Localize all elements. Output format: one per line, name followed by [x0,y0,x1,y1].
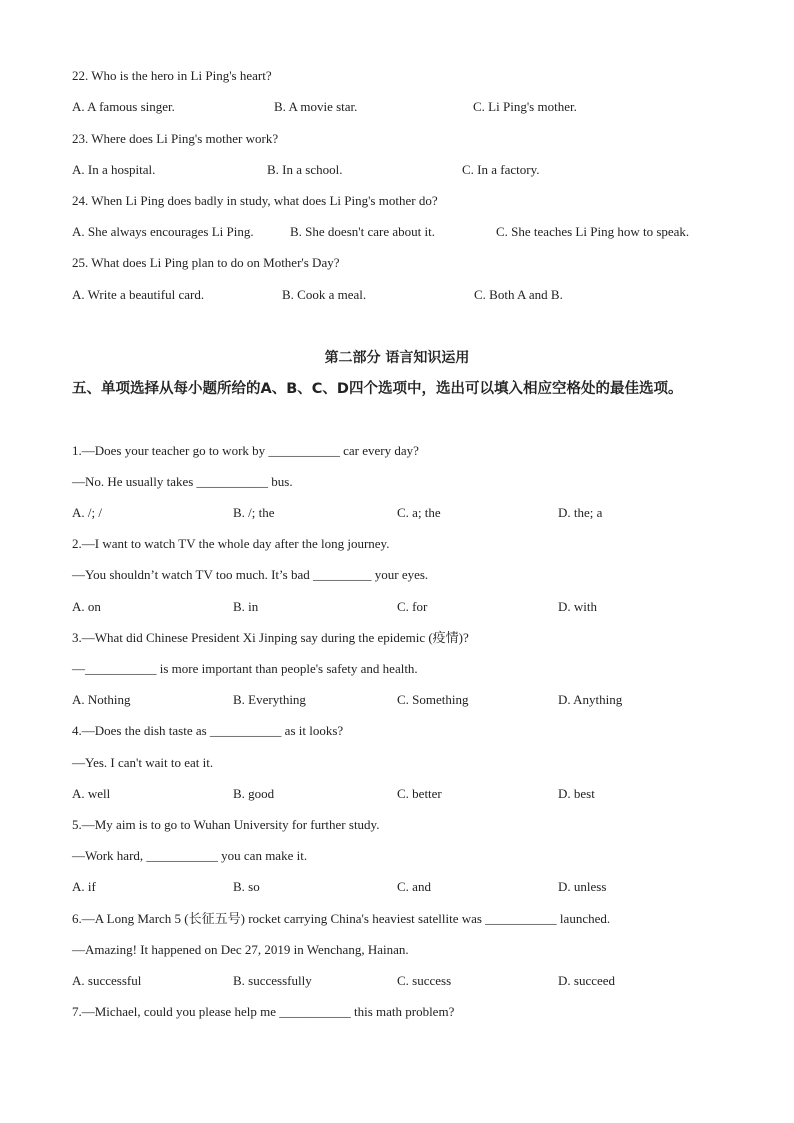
question-23-option-a: A. In a hospital. [72,162,156,177]
question-25-option-a: A. Write a beautiful card. [72,287,205,302]
mc-2-option-b: B. in [233,599,259,614]
mc-2-line-2: —You shouldn’t watch TV too much. It’s bad _________ your eyes. [72,567,429,582]
mc-1-option-a: A. /; / [72,505,102,520]
mc-5-line-1: 5.—My aim is to go to Wuhan University for further study. [72,817,380,832]
question-23-option-c: C. In a factory. [462,162,540,177]
mc-3-option-d: D. Anything [558,692,623,707]
mc-1-line-2: —No. He usually takes ___________ bus. [72,474,293,489]
question-23-stem: 23. Where does Li Ping's mother work? [72,131,279,146]
mc-2-option-c: C. for [397,599,428,614]
mc-6-line-2: —Amazing! It happened on Dec 27, 2019 in Wenchang, Hainan. [72,942,409,957]
mc-6-option-a: A. successful [72,973,142,988]
mc-3-line-2: —___________ is more important than people's safety and health. [72,661,418,676]
question-22-option-a: A. A famous singer. [72,99,175,114]
mc-5-option-c: C. and [397,879,431,894]
mc-3-option-b: B. Everything [233,692,306,707]
mc-4-line-1: 4.—Does the dish taste as ___________ as it looks? [72,723,344,738]
mc-1-line-1: 1.—Does your teacher go to work by ___________ car every day? [72,443,419,458]
mc-5-option-d: D. unless [558,879,607,894]
mc-4-option-b: B. good [233,786,275,801]
question-22-option-b: B. A movie star. [274,99,358,114]
mc-2-option-d: D. with [558,599,597,614]
question-23-option-b: B. In a school. [267,162,343,177]
mc-3-line-1: 3.—What did Chinese President Xi Jinping say during the epidemic (疫情)? [72,630,469,645]
mc-3-option-c: C. Something [397,692,469,707]
mc-2-option-a: A. on [72,599,101,614]
mc-6-option-d: D. succeed [558,973,616,988]
section-instruction: 五、单项选择从每小题所给的A、B、C、D四个选项中，选出可以填入相应空格处的最佳选项。 [72,381,683,397]
mc-4-line-2: —Yes. I can't wait to eat it. [72,755,214,770]
question-24-option-a: A. She always encourages Li Ping. [72,224,254,239]
mc-3-option-a: A. Nothing [72,692,131,707]
mc-5-option-b: B. so [233,879,260,894]
mc-5-line-2: —Work hard, ___________ you can make it. [72,848,308,863]
mc-1-option-b: B. /; the [233,505,275,520]
mc-4-option-d: D. best [558,786,595,801]
mc-6-option-c: C. success [397,973,452,988]
mc-6-option-b: B. successfully [233,973,312,988]
mc-4-option-c: C. better [397,786,442,801]
question-22-option-c: C. Li Ping's mother. [473,99,577,114]
mc-2-line-1: 2.—I want to watch TV the whole day after the long journey. [72,536,390,551]
question-24-stem: 24. When Li Ping does badly in study, what does Li Ping's mother do? [72,193,438,208]
mc-6-line-1: 6.—A Long March 5 (长征五号) rocket carrying China's heaviest satellite was ___________ launched. [72,911,611,926]
question-24-option-c: C. She teaches Li Ping how to speak. [496,224,690,239]
mc-5-option-a: A. if [72,879,96,894]
question-22-stem: 22. Who is the hero in Li Ping's heart? [72,68,272,83]
mc-1-option-c: C. a; the [397,505,441,520]
question-25-option-c: C. Both A and B. [474,287,563,302]
question-24-option-b: B. She doesn't care about it. [290,224,435,239]
mc-1-option-d: D. the; a [558,505,603,520]
section-title: 第二部分 语言知识运用 [324,350,470,366]
question-25-stem: 25. What does Li Ping plan to do on Mother's Day? [72,255,340,270]
mc-7-line-1: 7.—Michael, could you please help me ___________ this math problem? [72,1004,455,1019]
question-25-option-b: B. Cook a meal. [282,287,367,302]
mc-4-option-a: A. well [72,786,111,801]
